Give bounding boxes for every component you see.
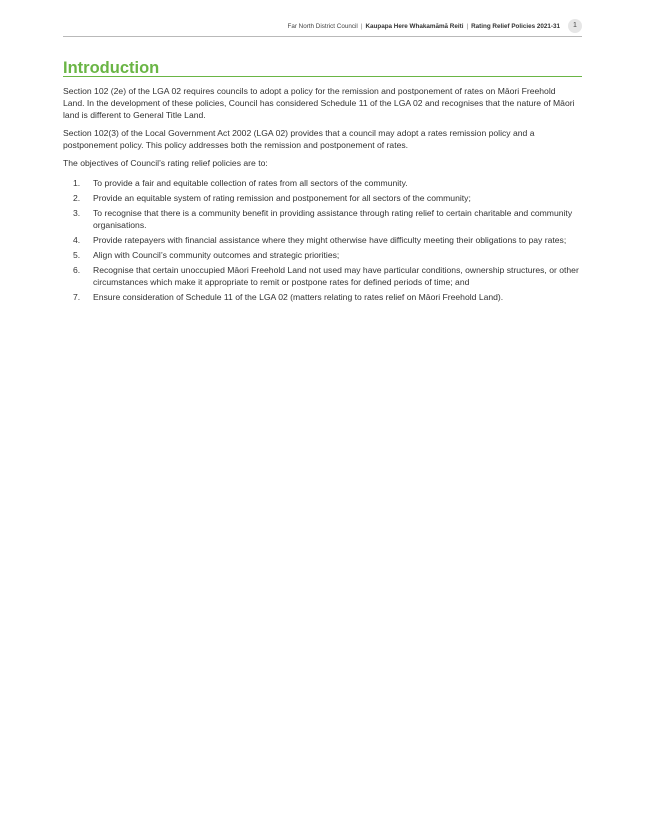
header-separator: |: [360, 23, 363, 30]
list-item: [63, 264, 579, 288]
section-title: Introduction: [63, 59, 160, 77]
page-number-badge: 1: [568, 19, 582, 33]
list-item-text: Provide an equitable system of rating remission and postponement for all sectors of the community;: [93, 193, 471, 203]
section-body: [63, 85, 579, 306]
list-item: [63, 207, 579, 231]
list-item-text: Align with Council’s community outcomes and strategic priorities;: [93, 250, 340, 260]
header-separator: |: [466, 23, 469, 30]
list-item: [63, 177, 579, 189]
header-doc-title: Kaupapa Here Whakamāmā Reiti: [365, 23, 464, 30]
list-item-text: Recognise that certain unoccupied Māori Freehold Land not used may have particular conditions, ownership structures, or other circumstances which make it appropriate to remit or postpone rates for defined periods of time; and: [93, 265, 579, 287]
list-item: [63, 249, 579, 261]
list-item-number: 5.: [73, 250, 81, 260]
list-item-number: 1.: [73, 178, 81, 188]
list-item-text: Ensure consideration of Schedule 11 of the LGA 02 (matters relating to rates relief on Māori Freehold Land).: [93, 292, 504, 302]
header-years: 2021-31: [536, 23, 560, 30]
list-item-text: Provide ratepayers with financial assistance where they might otherwise have difficulty meeting their obligations to pay rates;: [93, 235, 567, 245]
list-item-number: 6.: [73, 265, 81, 275]
list-item-number: 4.: [73, 235, 81, 245]
title-divider: [63, 76, 582, 77]
list-item-number: 7.: [73, 292, 81, 302]
objectives-list: [63, 177, 579, 303]
list-item-number: 3.: [73, 208, 81, 218]
list-item-text: To provide a fair and equitable collection of rates from all sectors of the community.: [93, 178, 408, 188]
paragraph: The objectives of Council’s rating relief policies are to:: [63, 158, 268, 168]
header-org: Far North District Council: [287, 23, 358, 30]
list-item-number: 2.: [73, 193, 81, 203]
page-header: [63, 18, 582, 37]
paragraph: Section 102(3) of the Local Government Act 2002 (LGA 02) provides that a council may adopt a rates remission policy and a postponement policy. This policy addresses both the remission and postponement of rates.: [63, 128, 535, 150]
header-text: [287, 23, 560, 31]
list-item: [63, 291, 579, 303]
list-item-text: To recognise that there is a community benefit in providing assistance through rating relief to certain charitable and community organisations.: [93, 208, 573, 230]
header-doc-subtitle: Rating Relief Policies: [471, 23, 536, 30]
list-item: [63, 192, 579, 204]
paragraph: Section 102 (2e) of the LGA 02 requires councils to adopt a policy for the remission and postponement of rates on Māori Freehold Land. In the development of these policies, Council has considered Schedule 11 of the LGA 02 and recognises that the nature of Māori land is different to General Title Land.: [63, 86, 575, 120]
list-item: [63, 234, 579, 246]
